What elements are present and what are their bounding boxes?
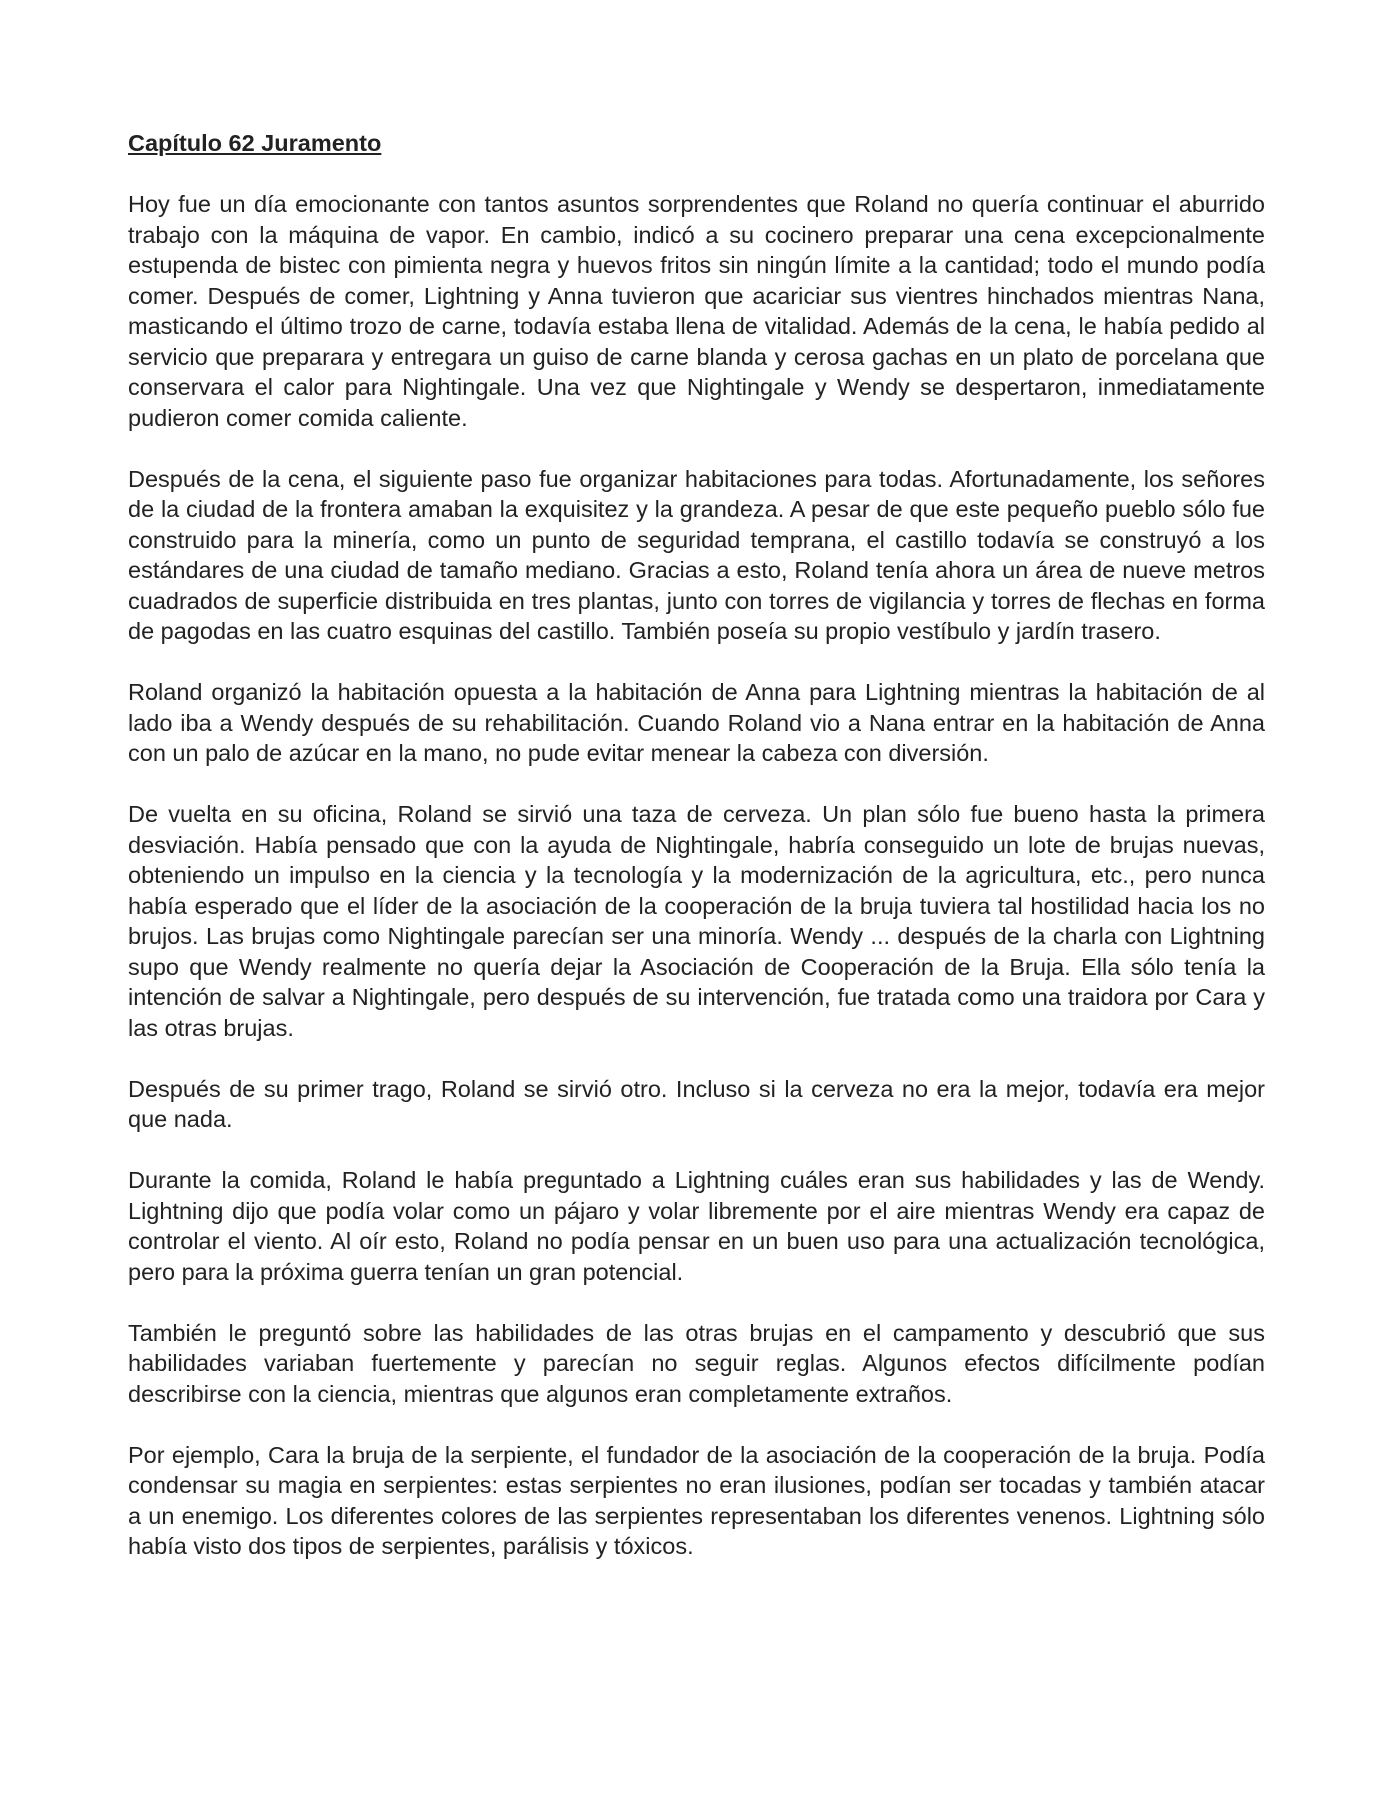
paragraph-4: De vuelta en su oficina, Roland se sirvió una taza de cerveza. Un plan sólo fue bueno hasta la primera desviación. Había pensado que con la ayuda de Nightingale, habría conseguido un lote de brujas nuevas, obteniendo un impulso en la ciencia y la tecnología y la modernización de la agricultura, etc., pero nunca había esperado que el líder de la asociación de la cooperación de la bruja tuviera tal hostilidad hacia los no brujos. Las brujas como Nightingale parecían ser una minoría. Wendy ... después de la charla con Lightning supo que Wendy realmente no quería dejar la Asociación de Cooperación de la Bruja. Ella sólo tenía la intención de salvar a Nightingale, pero después de su intervención, fue tratada como una traidora por Cara y las otras brujas.: [128, 801, 1265, 1041]
paragraph-7: También le preguntó sobre las habilidades de las otras brujas en el campamento y descubrió que sus habilidades variaban fuertemente y parecían no seguir reglas. Algunos efectos difícilmente podían describirse con la ciencia, mientras que algunos eran completamente extraños.: [128, 1319, 1265, 1407]
paragraph-3: Roland organizó la habitación opuesta a la habitación de Anna para Lightning mientras la habitación de al lado iba a Wendy después de su rehabilitación. Cuando Roland vio a Nana entrar en la habitación de Anna con un palo de azúcar en la mano, no pude evitar menear la cabeza con diversión.: [128, 679, 1265, 766]
paragraph-5: Después de su primer trago, Roland se sirvió otro. Incluso si la cerveza no era la mejor, todavía era mejor que nada.: [128, 1075, 1265, 1132]
paragraph-2: Después de la cena, el siguiente paso fue organizar habitaciones para todas. Afortunadamente, los señores de la ciudad de la frontera amaban la exquisitez y la grandeza. A pesar de que este pequeño pueblo sólo fue construido para la minería, como un punto de seguridad temprana, el castillo todavía se construyó a los estándares de una ciudad de tamaño mediano. Gracias a esto, Roland tenía ahora un área de nueve metros cuadrados de superficie distribuida en tres plantas, junto con torres de vigilancia y torres de flechas en forma de pagodas en las cuatro esquinas del castillo. También poseía su propio vestíbulo y jardín trasero.: [128, 465, 1265, 644]
paragraph-6: Durante la comida, Roland le había preguntado a Lightning cuáles eran sus habilidades y las de Wendy. Lightning dijo que podía volar como un pájaro y volar libremente por el aire mientras Wendy era capaz de controlar el viento. Al oír esto, Roland no podía pensar en un buen uso para una actualización tecnológica, pero para la próxima guerra tenían un gran potencial.: [128, 1167, 1265, 1285]
paragraph-1: Hoy fue un día emocionante con tantos asuntos sorprendentes que Roland no quería continuar el aburrido trabajo con la máquina de vapor. En cambio, indicó a su cocinero preparar una cena excepcionalmente estupenda de bistec con pimienta negra y huevos fritos sin ningún límite a la cantidad; todo el mundo podía comer. Después de comer, Lightning y Anna tuvieron que acariciar sus vientres hinchados mientras Nana, masticando el último trozo de carne, todavía estaba llena de vitalidad. Además de la cena, le había pedido al servicio que preparara y entregara un guiso de carne blanda y cerosa gachas en un plato de porcelana que conservara el calor para Nightingale. Una vez que Nightingale y Wendy se despertaron, inmediatamente pudieron comer comida caliente.: [128, 191, 1265, 431]
chapter-title: Capítulo 62 Juramento: [128, 130, 382, 156]
document-page: [128, 128, 1265, 1592]
paragraph-8: Por ejemplo, Cara la bruja de la serpiente, el fundador de la asociación de la cooperación de la bruja. Podía condensar su magia en serpientes: estas serpientes no eran ilusiones, podían ser tocadas y también atacar a un enemigo. Los diferentes colores de las serpientes representaban los diferentes venenos. Lightning sólo había visto dos tipos de serpientes, parálisis y tóxicos.: [128, 1441, 1265, 1559]
